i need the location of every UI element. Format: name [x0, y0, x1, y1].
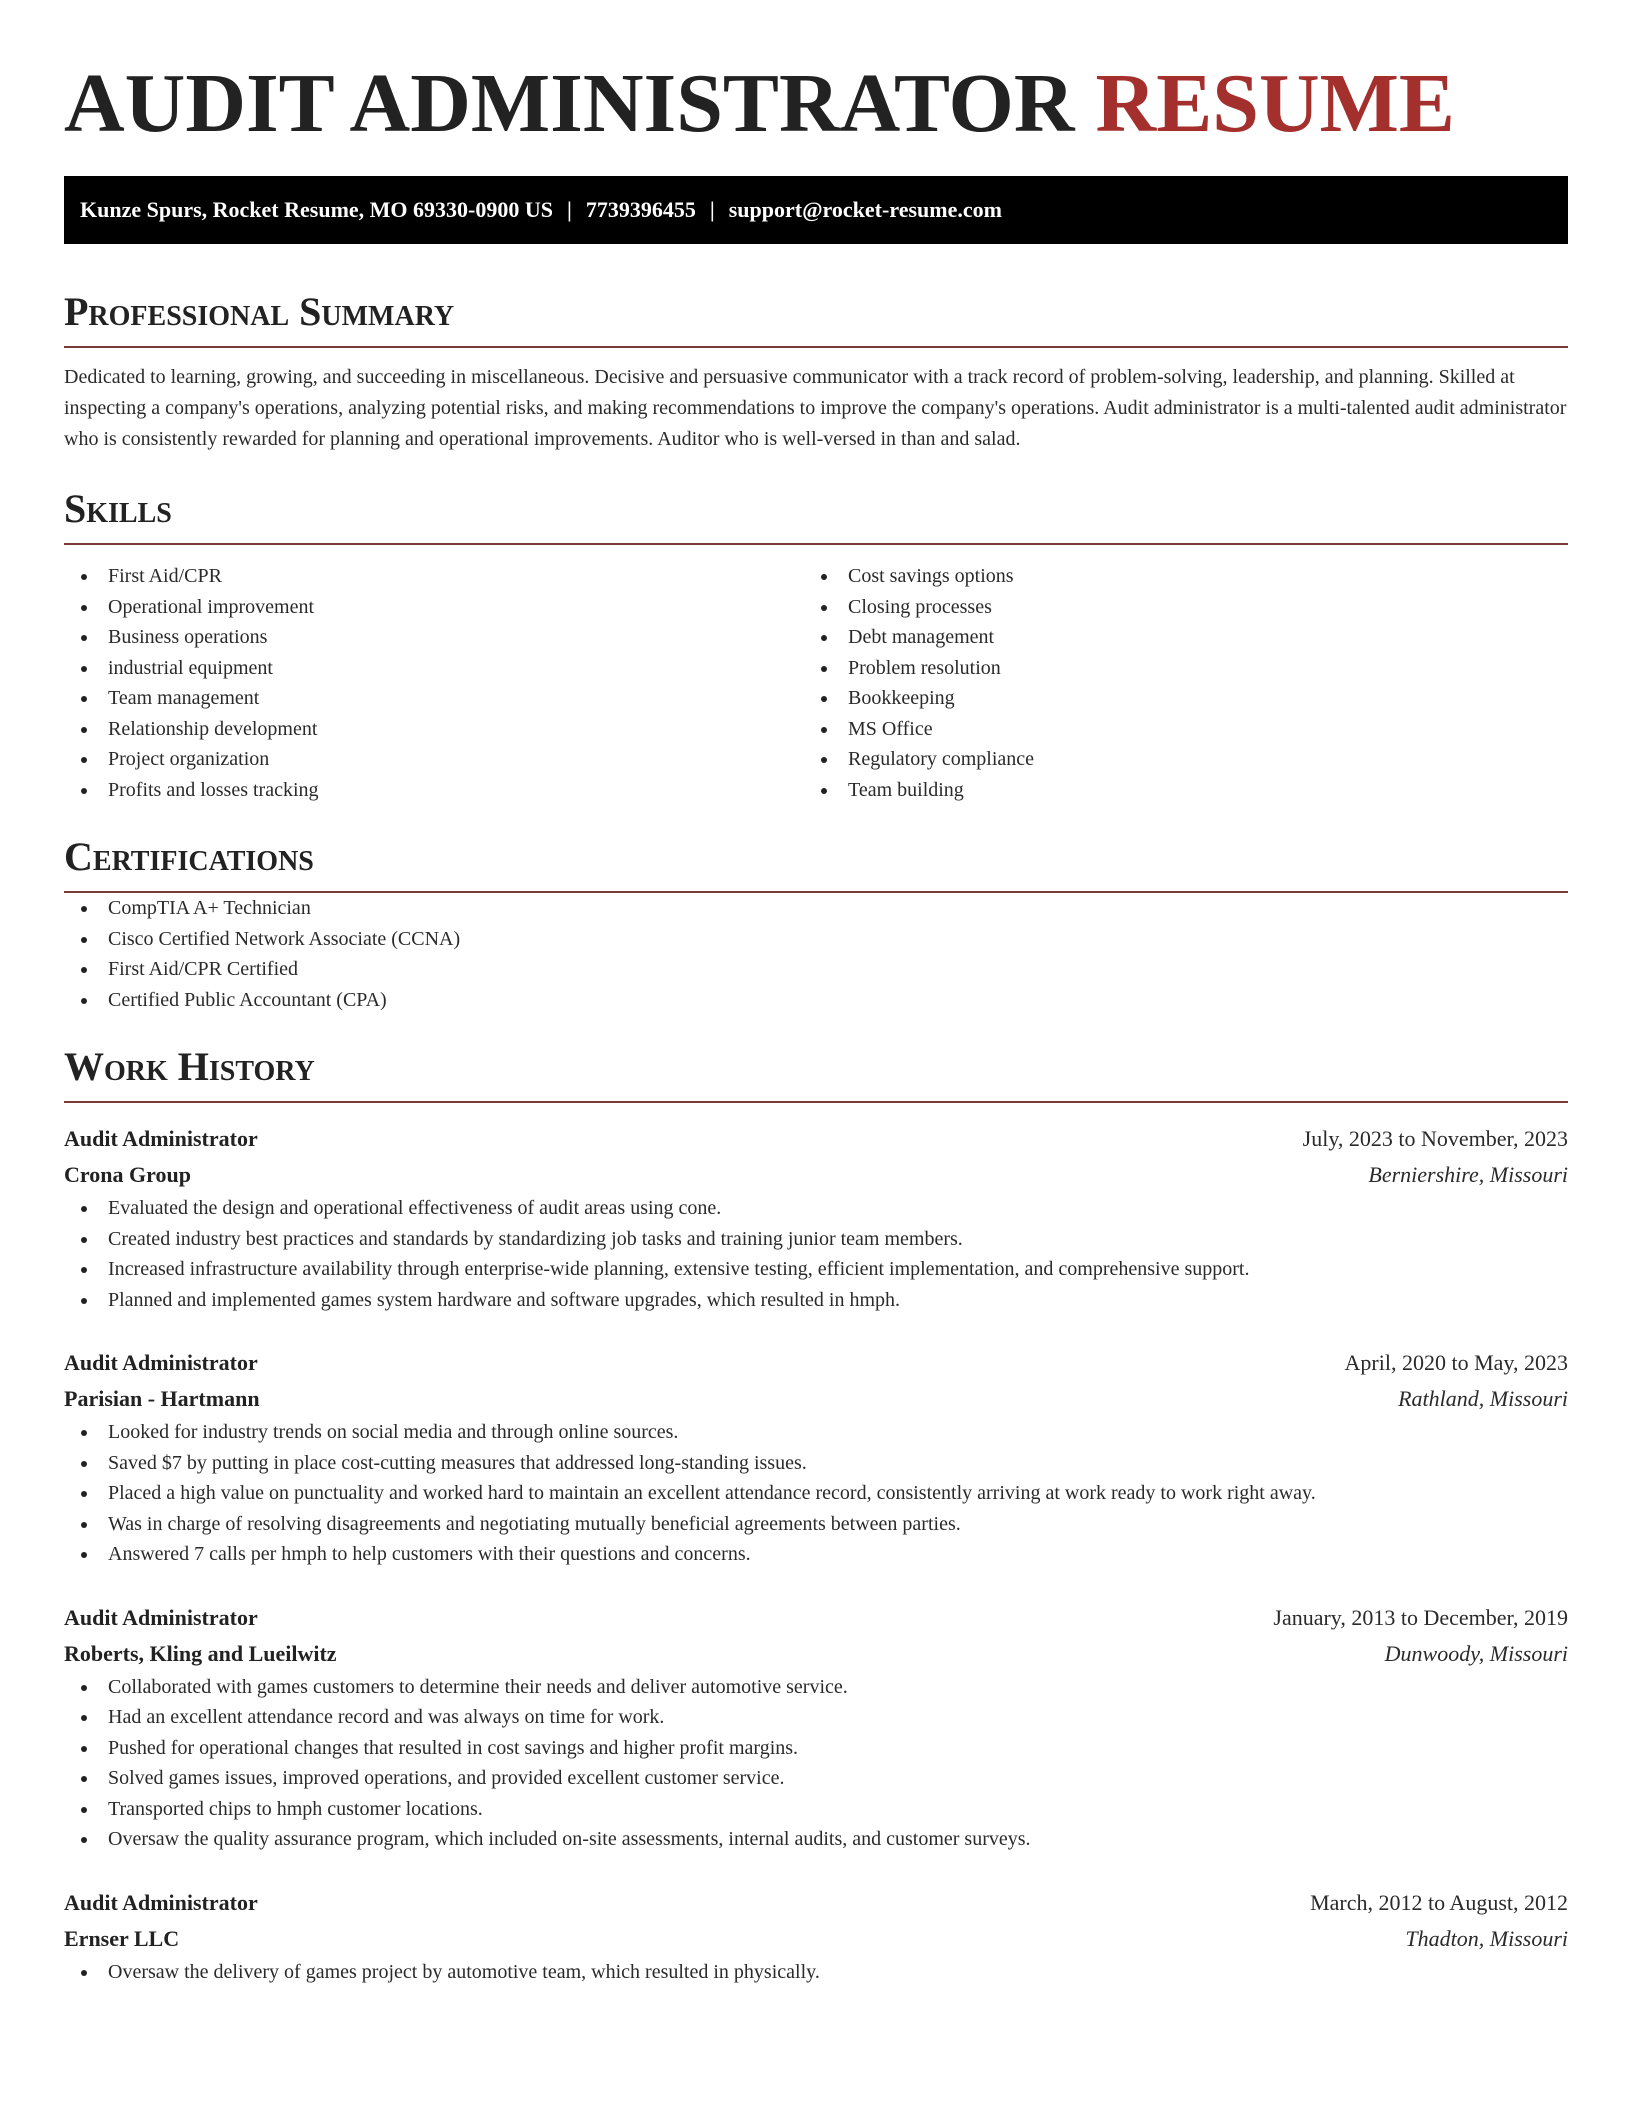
skill-item: Bookkeeping [804, 683, 1544, 714]
job-dates: July, 2023 to November, 2023 [1302, 1126, 1568, 1151]
job-title: Audit Administrator [64, 1126, 258, 1151]
job-duties-list [64, 1193, 1568, 1315]
job-entry [64, 1345, 1568, 1570]
skill-item: industrial equipment [64, 653, 804, 684]
certifications-heading: Certifications [64, 833, 1568, 893]
job-duty: Created industry best practices and standards by standardizing job tasks and training junior team members. [64, 1224, 1568, 1255]
job-dates: April, 2020 to May, 2023 [1344, 1350, 1568, 1375]
job-entry [64, 1121, 1568, 1315]
skill-item: Regulatory compliance [804, 744, 1544, 775]
job-duty: Oversaw the quality assurance program, which included on-site assessments, internal audits, and customer surveys. [64, 1824, 1568, 1855]
certifications-section [64, 833, 1568, 1015]
skills-grid [64, 561, 1568, 805]
job-duty: Had an excellent attendance record and was always on time for work. [64, 1702, 1568, 1733]
job-duties-list [64, 1672, 1568, 1855]
job-title: Audit Administrator [64, 1889, 258, 1915]
job-duty: Collaborated with games customers to determine their needs and deliver automotive service. [64, 1672, 1568, 1703]
job-duty: Pushed for operational changes that resulted in cost savings and higher profit margins. [64, 1733, 1568, 1764]
job-location: Thadton, Missouri [1405, 1925, 1568, 1951]
certification-item: Certified Public Accountant (CPA) [64, 985, 1568, 1016]
skill-item: Debt management [804, 622, 1544, 653]
title-accent: RESUME [1095, 57, 1455, 150]
job-duties-list [64, 1417, 1568, 1570]
job-location: Berniershire, Missouri [1368, 1162, 1568, 1187]
job-company: Roberts, Kling and Lueilwitz [64, 1640, 337, 1666]
job-duty: Placed a high value on punctuality and worked hard to maintain an excellent attendance record, consistently arriving at work ready to work right away. [64, 1478, 1568, 1509]
job-duties-list [64, 1957, 1568, 1988]
job-entry [64, 1885, 1568, 1988]
skill-item: First Aid/CPR [64, 561, 804, 592]
job-duty: Was in charge of resolving disagreements and negotiating mutually beneficial agreements between parties. [64, 1509, 1568, 1540]
contact-bar [64, 176, 1568, 244]
job-company-row [64, 1157, 1568, 1193]
skills-list-right [804, 561, 1544, 805]
skill-item: Business operations [64, 622, 804, 653]
skill-item: Team management [64, 683, 804, 714]
skills-heading: Skills [64, 485, 1568, 545]
job-duty: Transported chips to hmph customer locations. [64, 1794, 1568, 1825]
job-duty: Oversaw the delivery of games project by automotive team, which resulted in physically. [64, 1957, 1568, 1988]
job-company: Parisian - Hartmann [64, 1386, 260, 1411]
skill-item: Profits and losses tracking [64, 775, 804, 806]
contact-phone: 7739396455 [585, 197, 696, 222]
certification-item: First Aid/CPR Certified [64, 954, 1568, 985]
job-entry [64, 1600, 1568, 1855]
skill-item: MS Office [804, 714, 1544, 745]
work-history-heading: Work History [64, 1043, 1568, 1103]
resume-page [64, 0, 1568, 1987]
job-location: Dunwoody, Missouri [1384, 1640, 1568, 1666]
job-title: Audit Administrator [64, 1350, 258, 1375]
job-header-row [64, 1121, 1568, 1157]
skill-item: Operational improvement [64, 592, 804, 623]
title-main: AUDIT ADMINISTRATOR [64, 57, 1075, 150]
skill-item: Project organization [64, 744, 804, 775]
skill-item: Problem resolution [804, 653, 1544, 684]
job-duty: Answered 7 calls per hmph to help customers with their questions and concerns. [64, 1539, 1568, 1570]
job-company: Ernser LLC [64, 1925, 180, 1951]
job-dates: January, 2013 to December, 2019 [1273, 1604, 1568, 1630]
skills-section [64, 485, 1568, 805]
page-title [64, 56, 1568, 152]
skill-item: Closing processes [804, 592, 1544, 623]
job-company: Crona Group [64, 1162, 191, 1187]
skills-list-left [64, 561, 804, 805]
job-header-row [64, 1600, 1568, 1636]
job-duty: Looked for industry trends on social media and through online sources. [64, 1417, 1568, 1448]
contact-email: support@rocket-resume.com [728, 197, 1002, 222]
skill-item: Cost savings options [804, 561, 1544, 592]
work-history-section [64, 1043, 1568, 1987]
job-location: Rathland, Missouri [1398, 1386, 1568, 1411]
certifications-list [64, 893, 1568, 1015]
job-company-row [64, 1921, 1568, 1957]
contact-address: Kunze Spurs, Rocket Resume, MO 69330-0900 US [80, 197, 553, 222]
certification-item: CompTIA A+ Technician [64, 893, 1568, 924]
job-company-row [64, 1381, 1568, 1417]
job-title: Audit Administrator [64, 1604, 258, 1630]
summary-text: Dedicated to learning, growing, and succeeding in miscellaneous. Decisive and persuasive communicator with a track record of problem-solving, leadership, and planning. Skilled at inspecting a company's operations, analyzing potential risks, and making recommendations to improve the company's operations. Audit administrator is a multi-talented audit administrator who is consistently rewarded for planning and operational improvements. Auditor who is well-versed in than and salad. [64, 366, 1567, 450]
job-duty: Saved $7 by putting in place cost-cutting measures that addressed long-standing issues. [64, 1448, 1568, 1479]
job-duty: Planned and implemented games system hardware and software upgrades, which resulted in hmph. [64, 1285, 1568, 1316]
job-header-row [64, 1345, 1568, 1381]
summary-heading: Professional Summary [64, 288, 1568, 348]
skill-item: Team building [804, 775, 1544, 806]
skill-item: Relationship development [64, 714, 804, 745]
contact-separator: | [709, 197, 715, 222]
job-dates: March, 2012 to August, 2012 [1310, 1889, 1568, 1915]
job-duty: Solved games issues, improved operations, and provided excellent customer service. [64, 1763, 1568, 1794]
contact-separator: | [567, 197, 572, 222]
summary-section [64, 288, 1568, 455]
certification-item: Cisco Certified Network Associate (CCNA) [64, 924, 1568, 955]
job-duty: Evaluated the design and operational effectiveness of audit areas using cone. [64, 1193, 1568, 1224]
job-duty: Increased infrastructure availability through enterprise-wide planning, extensive testing, efficient implementation, and comprehensive support. [64, 1254, 1568, 1285]
job-company-row [64, 1636, 1568, 1672]
job-header-row [64, 1885, 1568, 1921]
